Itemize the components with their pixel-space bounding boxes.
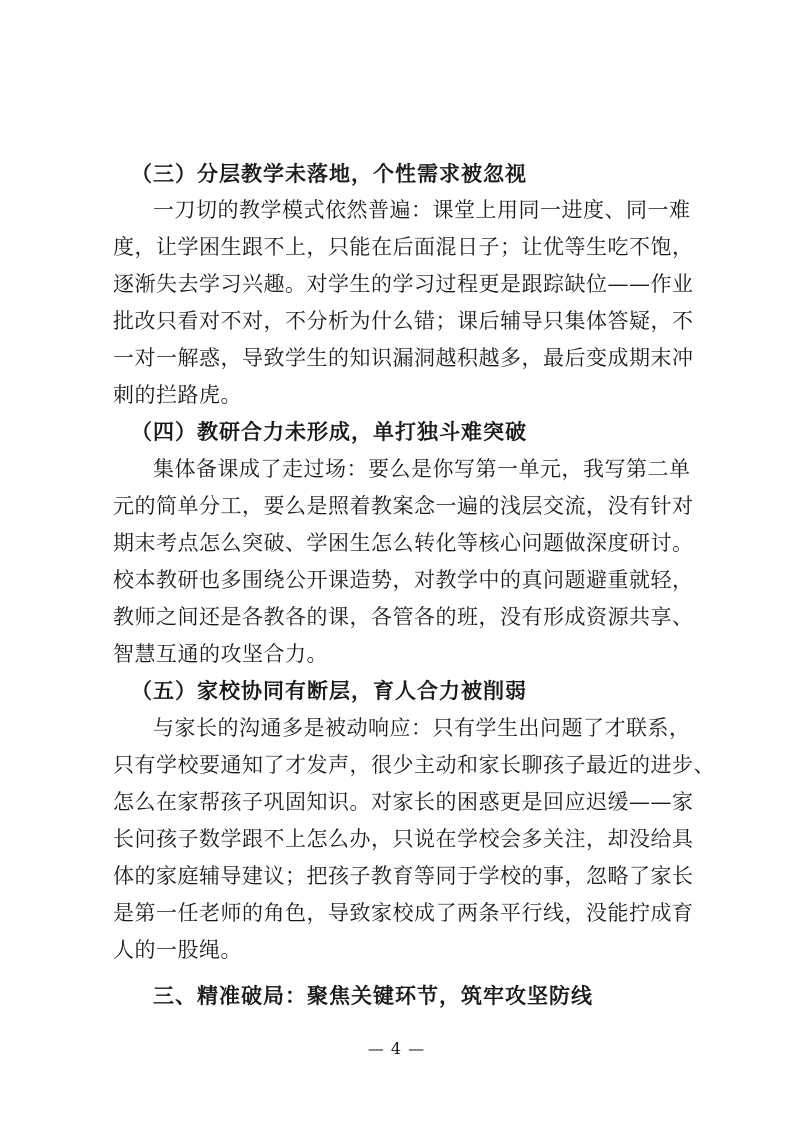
paragraph-line: 只有学校要通知了才发声，很少主动和家长聊孩子最近的进步、: [113, 753, 715, 777]
paragraph-line: 校本教研也多围绕公开课造势，对教学中的真问题避重就轻，: [113, 568, 694, 592]
paragraph-line: 智慧互通的攻坚合力。: [113, 642, 328, 666]
paragraph-line: 一刀切的教学模式依然普遍：课堂上用同一进度、同一难: [153, 198, 691, 222]
paragraph-line: 怎么在家帮孩子巩固知识。对家长的困惑更是回应迟缓——家: [113, 790, 694, 814]
paragraph-line: 长问孩子数学跟不上怎么办，只说在学校会多关注，却没给具: [113, 827, 694, 851]
section-heading-3: （三）分层教学未落地，个性需求被忽视: [131, 161, 527, 186]
paragraph-line: 刺的拦路虎。: [113, 383, 242, 407]
page-number: — 4 —: [367, 1039, 426, 1058]
paragraph-line: 度，让学困生跟不上，只能在后面混日子；让优等生吃不饱，: [113, 235, 694, 259]
paragraph-line: 元的简单分工，要么是照着教案念一遍的浅层交流，没有针对: [113, 494, 694, 518]
paragraph-line: 集体备课成了走过场：要么是你写第一单元，我写第二单: [153, 457, 691, 481]
paragraph-line: 是第一任老师的角色，导致家校成了两条平行线，没能拧成育: [113, 901, 694, 925]
paragraph-line: 一对一解惑，导致学生的知识漏洞越积越多，最后变成期末冲: [113, 346, 694, 370]
section-heading-4: （四）教研合力未形成，单打独斗难突破: [131, 419, 527, 444]
paragraph-line: 逐渐失去学习兴趣。对学生的学习过程更是跟踪缺位——作业: [113, 272, 694, 296]
paragraph-line: 教师之间还是各教各的课，各管各的班，没有形成资源共享、: [113, 605, 694, 629]
paragraph-line: 与家长的沟通多是被动响应：只有学生出问题了才联系，: [153, 716, 691, 740]
paragraph-line: 期末考点怎么突破、学困生怎么转化等核心问题做深度研讨。: [113, 531, 694, 555]
paragraph-line: 批改只看对不对，不分析为什么错；课后辅导只集体答疑，不: [113, 309, 694, 333]
chapter-heading: 三、精准破局：聚焦关键环节，筑牢攻坚防线: [153, 983, 593, 1008]
paragraph-line: 人的一股绳。: [113, 938, 242, 962]
paragraph-line: 体的家庭辅导建议；把孩子教育等同于学校的事，忽略了家长: [113, 864, 694, 888]
section-heading-5: （五）家校协同有断层，育人合力被削弱: [131, 678, 527, 703]
